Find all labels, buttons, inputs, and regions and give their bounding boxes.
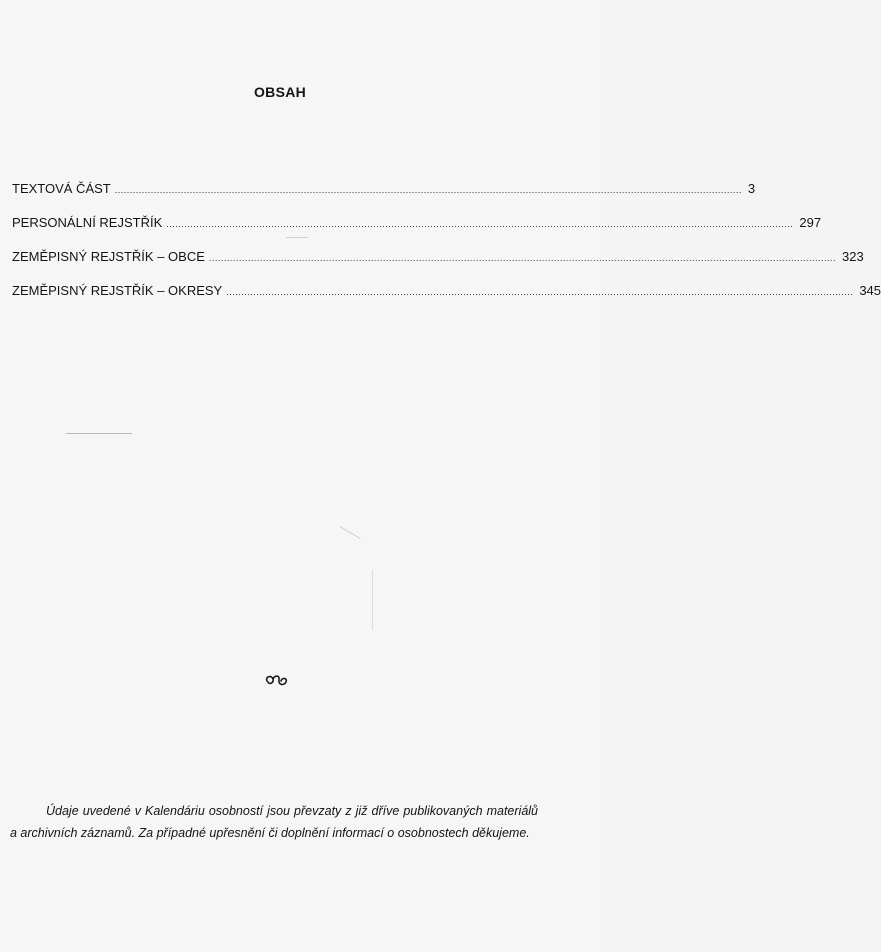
scan-artifact-line [286, 237, 308, 238]
disclaimer-note: Údaje uvedené v Kalendáriu osobností jsou převzaty z již dříve publikovaných materiálů a archivních záznamů. Za případné upřesnění či doplnění informací o osobnostech děkujeme. [10, 804, 538, 840]
toc-entry-page: 297 [799, 215, 822, 230]
toc-entry-zemepisny-rejstrik-obce [12, 249, 864, 283]
page-title: OBSAH [253, 84, 307, 100]
toc-entry-label: TEXTOVÁ ČÁST [12, 181, 111, 196]
toc-leader-dots: ................................................................................................................................................................................................................. [114, 185, 742, 195]
toc-entry-page: 323 [841, 249, 864, 264]
toc-entry-label: ZEMĚPISNÝ REJSTŘÍK – OKRESY [12, 283, 223, 298]
toc-entry-page: 3 [747, 181, 756, 196]
toc-leader-dots: ................................................................................................................................................................................................................. [208, 253, 836, 263]
decorative-ornament-icon [262, 672, 292, 688]
toc-entry-page: 345 [859, 283, 881, 298]
toc-entry-label: ZEMĚPISNÝ REJSTŘÍK – OBCE [12, 249, 205, 264]
toc-entry-zemepisny-rejstrik-okresy [12, 283, 881, 317]
toc-leader-dots: ................................................................................................................................................................................................................. [226, 287, 854, 297]
toc-entry-textova-cast [12, 181, 756, 215]
scan-artifact-line [66, 433, 132, 434]
toc-entry-personalni-rejstrik [12, 215, 822, 249]
table-of-contents [12, 181, 881, 317]
scan-artifact-line [372, 570, 373, 630]
toc-leader-dots: ................................................................................................................................................................................................................. [166, 219, 794, 229]
toc-entry-label: PERSONÁLNÍ REJSTŘÍK [12, 215, 163, 230]
scan-artifact-line [339, 526, 360, 539]
